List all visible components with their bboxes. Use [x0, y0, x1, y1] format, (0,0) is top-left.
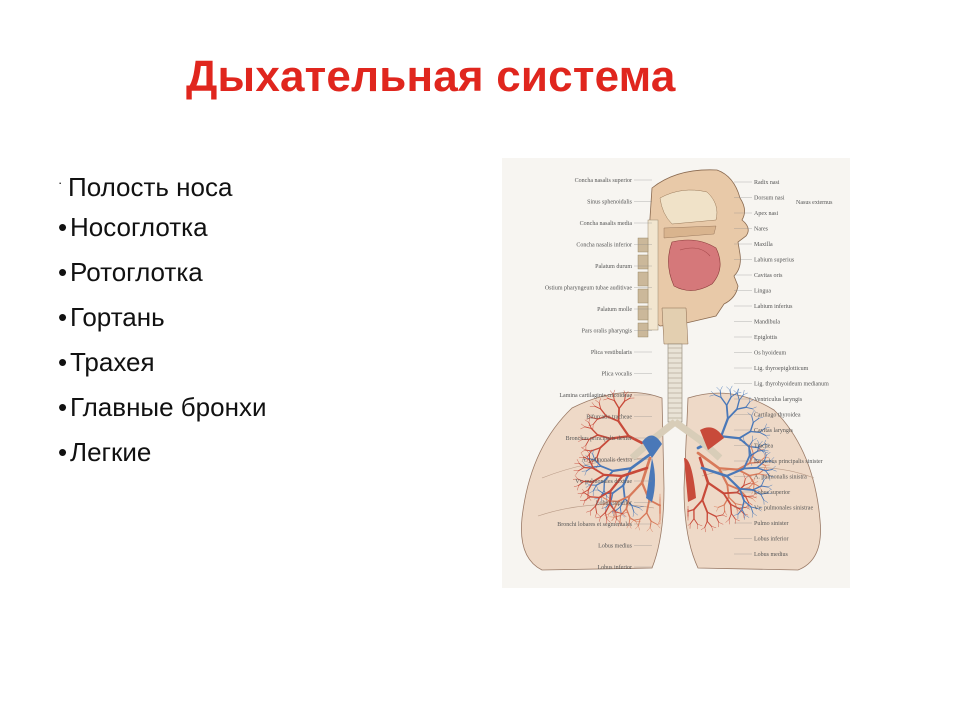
annotation-label: Cavitas laryngis	[754, 428, 793, 434]
vessel-branch	[717, 387, 721, 390]
vessel-branch	[749, 447, 750, 457]
bullet-list	[58, 160, 267, 475]
annotation-label: Cavitas oris	[754, 273, 783, 279]
annotation-label: Sinus sphenoidalis	[587, 199, 632, 206]
list-item-text: Гортань	[70, 302, 165, 332]
annotation-label: Concha nasalis inferior	[576, 242, 632, 249]
annotation-label: Nasus externus	[796, 200, 833, 206]
list-item	[58, 385, 267, 430]
annotation-label: Lig. thyroepiglotticum	[754, 366, 809, 372]
annotation-label: Concha nasalis superior	[574, 178, 632, 184]
list-item-text: Трахея	[70, 347, 155, 377]
annotation-label: Lig. thyrohyoideum medianum	[754, 381, 829, 388]
annotation-label: Maxilla	[754, 242, 773, 248]
list-item-text: Ротоглотка	[70, 257, 203, 287]
annotation-label: Ostium pharyngeum tubae auditivae	[544, 285, 632, 292]
annotation-label: Lobus inferior	[597, 565, 632, 571]
vessel-branch	[731, 504, 732, 513]
annotation-label: Palatum molle	[597, 307, 632, 313]
list-item-text: Легкие	[70, 437, 152, 467]
bullet-marker: •	[58, 302, 68, 332]
annotation-label: Epiglottis	[754, 335, 778, 341]
vessel-branch	[584, 468, 593, 469]
annotation-label: Bifurcatio tracheae	[586, 414, 632, 421]
vessel-branch	[730, 386, 732, 390]
bullet-marker: •	[58, 212, 68, 242]
annotation-label: Palatum durum	[595, 264, 632, 270]
annotation-label: Mandibula	[754, 319, 780, 326]
annotation-label: Lobus medius	[598, 543, 632, 550]
vessel-branch	[604, 475, 622, 476]
annotation-label: Labium inferius	[754, 304, 793, 310]
list-item-text: Главные бронхи	[70, 392, 267, 422]
annotation-label: Concha nasalis media	[579, 221, 632, 227]
vessel-branch	[720, 387, 722, 391]
bullet-marker: •	[58, 437, 68, 467]
vessel-branch	[743, 393, 747, 395]
annotation-label: Radix nasi	[754, 180, 780, 186]
annotation-label: Labium superius	[754, 257, 795, 264]
annotation-label: Lamina cartilaginis cricoideae	[559, 393, 632, 399]
annotation-label: Bronchus principalis dexter	[565, 436, 632, 442]
list-item	[58, 250, 267, 295]
annotation-label: Bronchus principalis sinister	[754, 459, 823, 465]
vessel-branch	[727, 405, 728, 418]
vessel-branch	[727, 387, 731, 390]
list-item-text: Носоглотка	[70, 212, 208, 242]
annotation-label: A. pulmonalis dextra	[581, 457, 632, 464]
slide-title: Дыхательная система	[186, 52, 676, 101]
annotation-label: Ventriculus laryngis	[754, 397, 803, 403]
list-item-text: Полость носа	[68, 172, 233, 202]
annotation-label: Lingua	[754, 288, 771, 295]
annotation-label: Plica vocalis	[601, 371, 632, 378]
bullet-marker: ·	[58, 175, 63, 190]
vessel-branch	[740, 489, 753, 490]
list-item	[58, 295, 267, 340]
list-item	[58, 160, 267, 205]
vessel-branch	[734, 390, 738, 393]
annotation-label: Lobus superior	[754, 490, 791, 496]
head-section	[638, 170, 748, 344]
vessel-branch	[745, 496, 752, 497]
annotation-label: Cartilago thyroidea	[754, 412, 801, 419]
bullet-marker: •	[58, 257, 68, 287]
annotation-label: Os hyoideum	[754, 350, 787, 357]
annotation-label: Apex nasi	[754, 211, 779, 217]
bullet-marker: •	[58, 392, 68, 422]
vessel-branch	[743, 390, 744, 395]
annotation-label: Plica vestibularis	[590, 350, 632, 356]
trachea	[668, 344, 682, 422]
annotation-label: Trachea	[754, 443, 774, 450]
vessel-branch	[719, 468, 738, 469]
annotation-label: Dorsum nasi	[754, 195, 785, 202]
annotation-label: Nares	[754, 226, 768, 233]
annotation-label: Vv. pulmonales dextrae	[575, 479, 632, 485]
annotation-label: Bronchi lobares et segmentales	[557, 522, 632, 528]
list-item	[58, 205, 267, 250]
annotation-label: Pars oralis pharyngis	[581, 328, 632, 335]
bullet-marker: •	[58, 347, 68, 377]
annotation-label: Lobus medius	[754, 552, 788, 558]
annotation-label: Lobus superior	[595, 500, 632, 507]
annotation-label: Lobus inferior	[754, 536, 789, 543]
respiratory-system-illustration	[502, 158, 850, 588]
annotation-label: Vv. pulmonales sinistrae	[754, 505, 814, 512]
annotation-label: A. pulmonalis sinistra	[754, 474, 807, 481]
list-item	[58, 430, 267, 475]
vessel-branch	[590, 497, 599, 498]
anatomy-drawing	[502, 158, 850, 588]
annotation-label: Pulmo sinister	[754, 521, 789, 527]
vessel-branch	[724, 493, 737, 494]
list-item	[58, 340, 267, 385]
vessel-branch	[744, 468, 757, 469]
